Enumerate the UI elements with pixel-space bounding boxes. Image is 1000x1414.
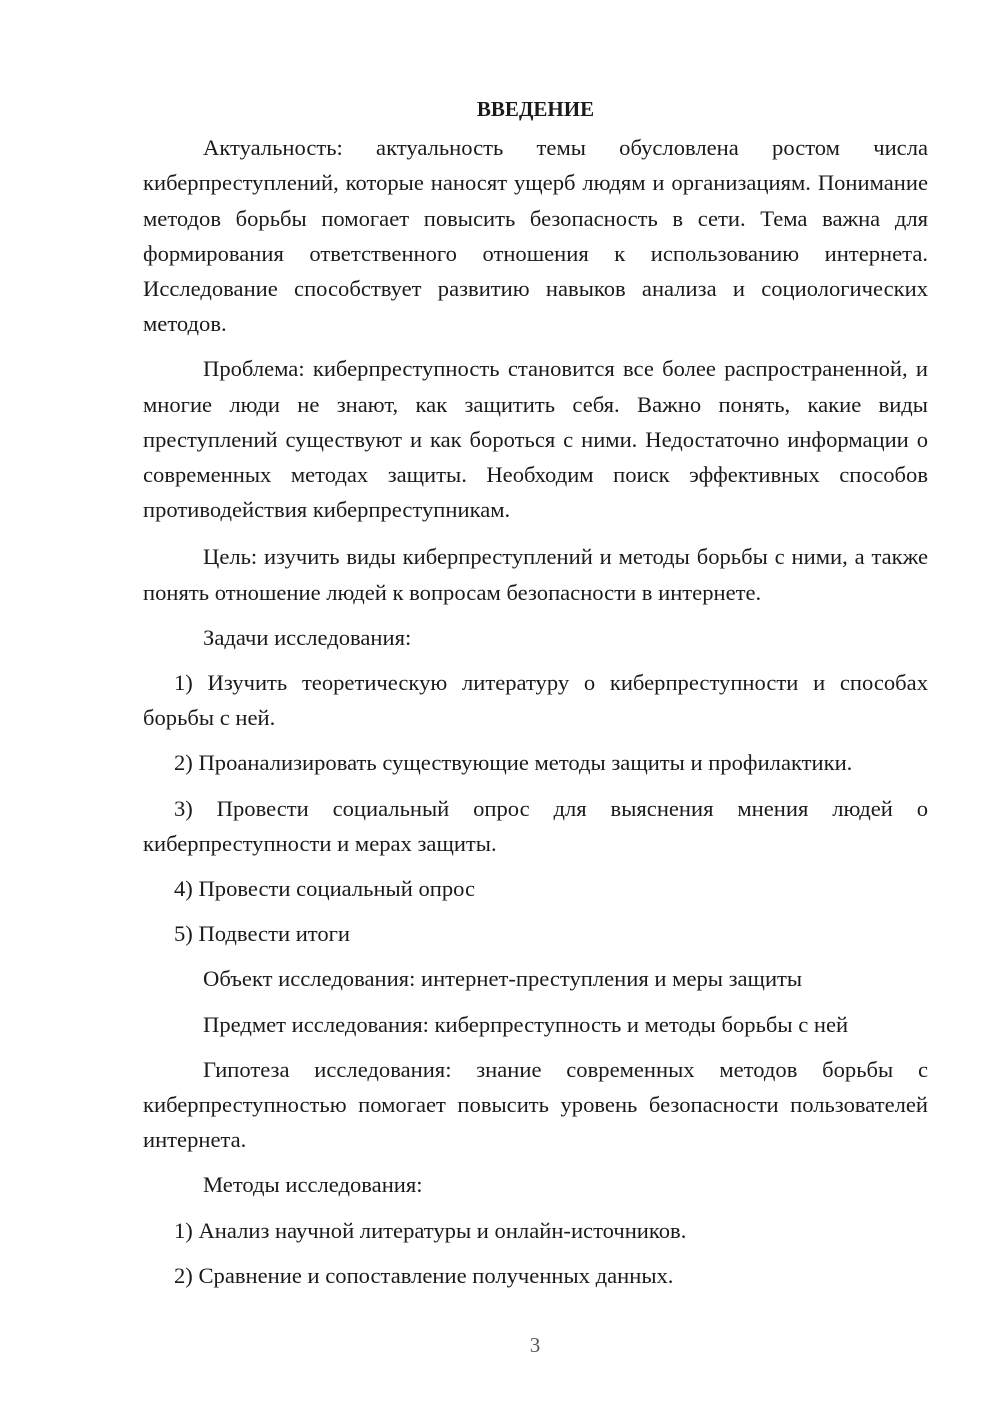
method-item: 1) Анализ научной литературы и онлайн-источников.: [174, 1217, 687, 1243]
document-title: ВВЕДЕНИЕ: [476, 97, 595, 121]
method-item: 2) Сравнение и сопоставление полученных данных.: [174, 1262, 674, 1288]
subject-paragraph: Предмет исследования: киберпреступность и методы борьбы с ней: [203, 1011, 849, 1037]
relevance-paragraph: Актуальность: актуальность темы обусловлена ростом числа киберпреступлений, которые наносят ущерб людям и организациям. Понимание методов борьбы помогает повысить безопасность в сети. Тема важна для формирования ответственного отношения к использованию интернета. Исследование способствует развитию навыков анализа и социологических методов.: [143, 135, 928, 337]
task-item: 5) Подвести итоги: [174, 921, 351, 947]
task-item: 3) Провести социальный опрос для выяснения мнения людей о киберпреступности и мерах защиты.: [143, 795, 928, 856]
object-paragraph: Объект исследования: интернет-преступления и меры защиты: [203, 966, 803, 992]
goal-paragraph: Цель: изучить виды киберпреступлений и методы борьбы с ними, а также понять отношение людей к вопросам безопасности в интернете.: [143, 544, 928, 605]
tasks-heading: Задачи исследования:: [203, 624, 412, 650]
task-item: 2) Проанализировать существующие методы защиты и профилактики.: [174, 750, 853, 776]
document-page: [143, 92, 928, 1303]
problem-paragraph: Проблема: киберпреступность становится все более распространенной, и многие люди не знают, как защитить себя. Важно понять, какие виды преступлений существуют и как бороться с ними. Недостаточно информации о современных методах защиты. Необходим поиск эффективных способов противодействия киберпреступникам.: [143, 356, 928, 523]
hypothesis-paragraph: Гипотеза исследования: знание современных методов борьбы с киберпреступностью помогает повысить уровень безопасности пользователей интернета.: [143, 1056, 928, 1153]
methods-heading: Методы исследования:: [203, 1172, 423, 1198]
task-item: 4) Провести социальный опрос: [174, 876, 476, 902]
page-number: 3: [529, 1333, 541, 1357]
task-item: 1) Изучить теоретическую литературу о киберпреступности и способах борьбы с ней.: [143, 670, 928, 731]
